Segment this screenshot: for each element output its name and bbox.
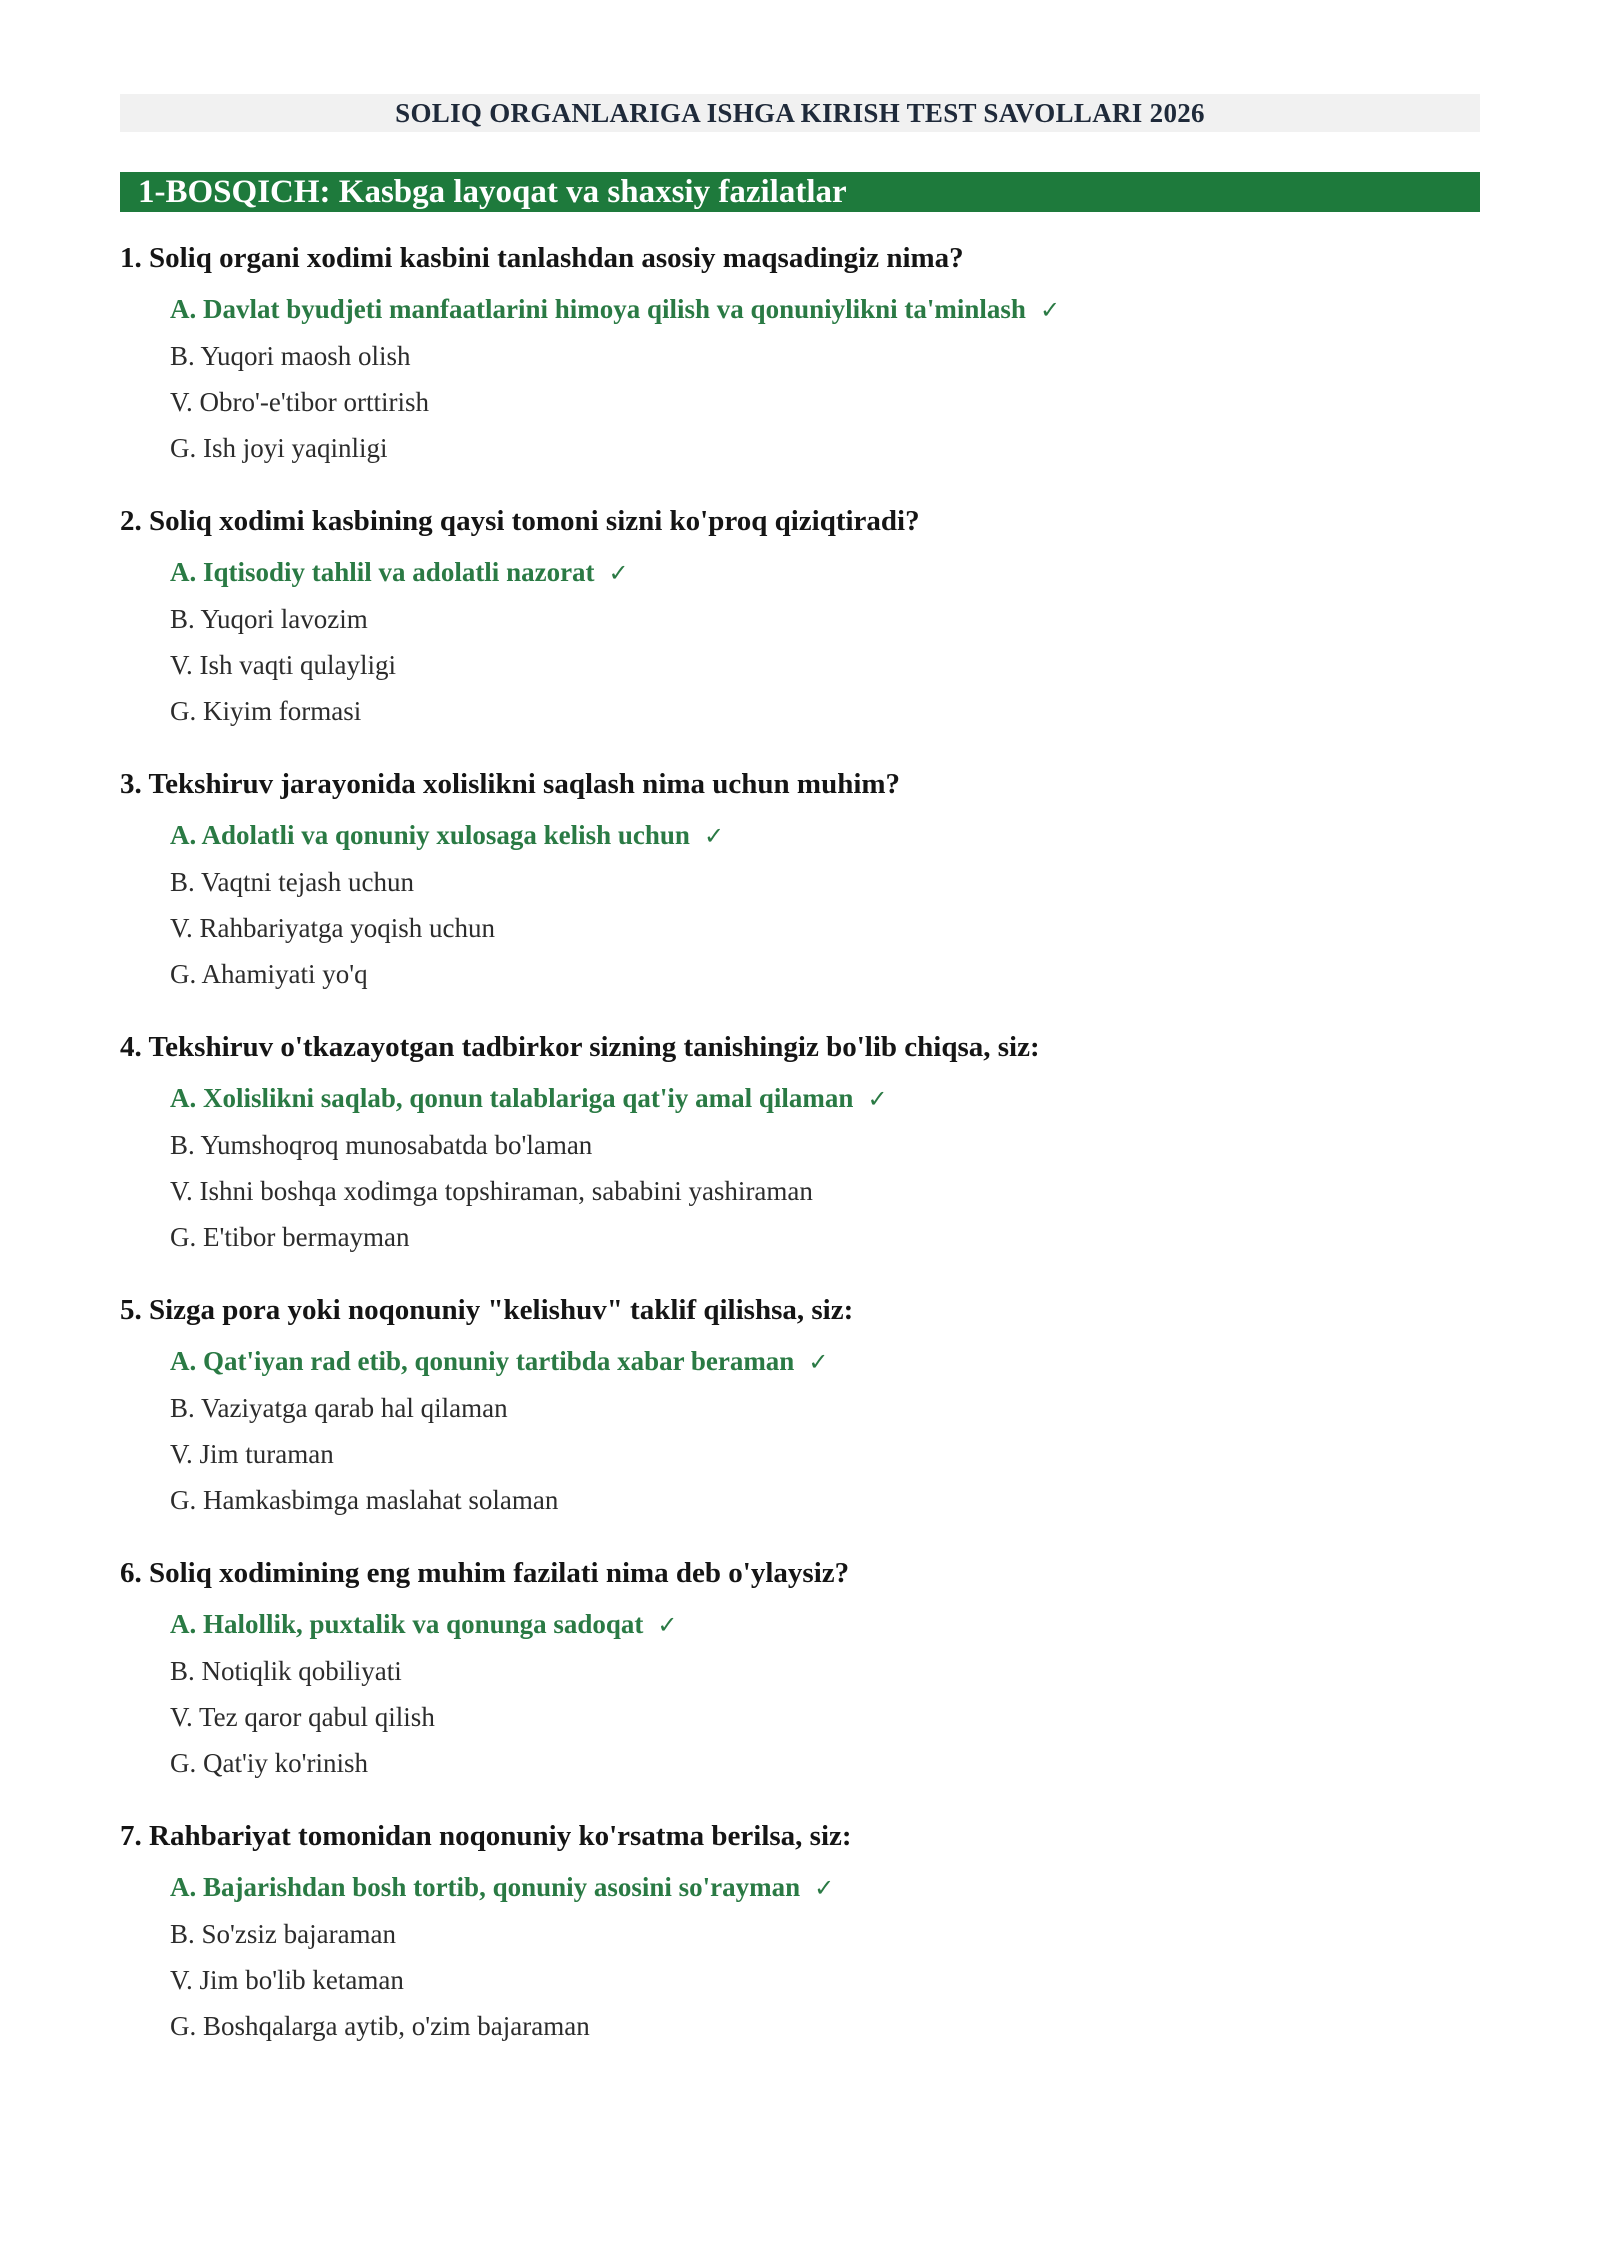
question-block (120, 1290, 1480, 1523)
answer-option: V. Rahbariyatga yoqish uchun (170, 913, 495, 943)
answer-option: V. Jim turaman (170, 1439, 334, 1469)
question-block (120, 1027, 1480, 1260)
option-label: A. Davlat byudjeti manfaatlarini himoya qilish va qonuniylikni ta'minlash (170, 294, 1026, 324)
question-list (120, 238, 1480, 2049)
question-text: 6. Soliq xodimining eng muhim fazilati nima deb o'ylaysiz? (120, 1557, 850, 1589)
answer-option: B. Yumshoqroq munosabatda bo'laman (170, 1130, 593, 1160)
question-text: 3. Tekshiruv jarayonida xolislikni saqlash nima uchun muhim? (120, 768, 901, 800)
answer-option: B. Notiqlik qobiliyati (170, 1656, 402, 1686)
answer-option: B. So'zsiz bajaraman (170, 1919, 397, 1949)
answer-option-correct (120, 549, 1480, 596)
check-icon: ✓ (608, 559, 629, 587)
question-text: 2. Soliq xodimi kasbining qaysi tomoni sizni ko'proq qiziqtiradi? (120, 505, 920, 537)
answer-option-correct (120, 1075, 1480, 1122)
check-icon: ✓ (703, 822, 725, 850)
check-icon: ✓ (867, 1085, 888, 1113)
option-label: A. Qat'iyan rad etib, qonuniy tartibda xabar beraman (170, 1346, 795, 1376)
answer-option: G. E'tibor bermayman (170, 1222, 410, 1252)
question-block (120, 1553, 1480, 1786)
answer-option: G. Boshqalarga aytib, o'zim bajaraman (170, 2011, 590, 2041)
answer-option: V. Obro'-e'tibor orttirish (170, 387, 429, 417)
option-label: A. Halollik, puxtalik va qonunga sadoqat (170, 1609, 644, 1639)
question-text: 4. Tekshiruv o'tkazayotgan tadbirkor sizning tanishingiz bo'lib chiqsa, siz: (120, 1031, 1040, 1063)
answer-option: B. Vaziyatga qarab hal qilaman (170, 1393, 508, 1423)
question-block (120, 1816, 1480, 2049)
answer-option: G. Kiyim formasi (170, 696, 362, 726)
answer-option: G. Hamkasbimga maslahat solaman (170, 1485, 559, 1515)
check-icon: ✓ (1039, 296, 1061, 324)
answer-option: G. Ahamiyati yo'q (170, 959, 368, 989)
answer-option: V. Ish vaqti qulayligi (170, 650, 396, 680)
answer-option-correct (120, 1864, 1480, 1911)
answer-option: V. Jim bo'lib ketaman (170, 1965, 404, 1995)
document-title: SOLIQ ORGANLARIGA ISHGA KIRISH TEST SAVOLLARI 2026 (120, 94, 1480, 132)
option-label: A. Adolatli va qonuniy xulosaga kelish uchun (170, 820, 690, 850)
option-label: A. Bajarishdan bosh tortib, qonuniy asosini so'rayman (170, 1872, 801, 1902)
question-block (120, 501, 1480, 734)
option-label: A. Iqtisodiy tahlil va adolatli nazorat (170, 557, 595, 587)
check-icon: ✓ (657, 1611, 678, 1639)
answer-option: V. Ishni boshqa xodimga topshiraman, sababini yashiraman (170, 1176, 813, 1206)
question-text: 5. Sizga pora yoki noqonuniy "kelishuv" taklif qilishsa, siz: (120, 1294, 854, 1326)
question-text: 1. Soliq organi xodimi kasbini tanlashdan asosiy maqsadingiz nima? (120, 242, 964, 274)
question-block (120, 238, 1480, 471)
answer-option: B. Yuqori lavozim (170, 604, 368, 634)
question-block (120, 764, 1480, 997)
option-label: A. Xolislikni saqlab, qonun talablariga qat'iy amal qilaman (170, 1083, 854, 1113)
question-text: 7. Rahbariyat tomonidan noqonuniy ko'rsatma berilsa, siz: (120, 1820, 852, 1852)
section-header: 1-BOSQICH: Kasbga layoqat va shaxsiy fazilatlar (120, 172, 1480, 212)
answer-option-correct (120, 1338, 1480, 1385)
answer-option-correct (120, 286, 1480, 333)
answer-option: G. Qat'iy ko'rinish (170, 1748, 368, 1778)
answer-option-correct (120, 1601, 1480, 1648)
answer-option: G. Ish joyi yaqinligi (170, 433, 388, 463)
answer-option: B. Vaqtni tejash uchun (170, 867, 414, 897)
answer-option-correct (120, 812, 1480, 859)
document-page (120, 94, 1480, 2079)
answer-option: B. Yuqori maosh olish (170, 341, 411, 371)
check-icon: ✓ (814, 1874, 835, 1902)
check-icon: ✓ (808, 1348, 829, 1376)
answer-option: V. Tez qaror qabul qilish (170, 1702, 435, 1732)
